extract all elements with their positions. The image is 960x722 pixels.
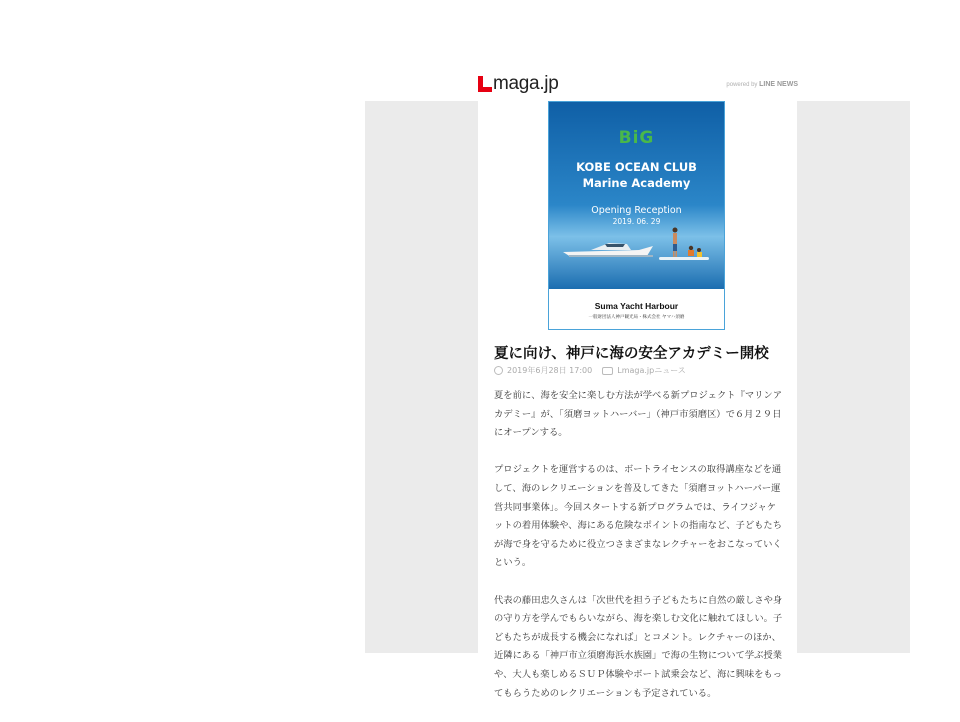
site-header [478,72,798,100]
paragraph: プロジェクトを運営するのは、ボートライセンスの取得講座などを通して、海のレクリエーションを普及してきた「須磨ヨットハーバー運営共同事業体」。今回スタートする新プログラムでは、ライフジャケットの着用体験や、海にある危険なポイントの指南など、子どもたちが海で身を守るために役立つさまざまなレクチャーをおこなっていくという。 [494,464,783,569]
powered-by-label [726,81,798,88]
article-source: Lmaga.jpニュース [617,366,686,375]
poster-title-line1: KOBE OCEAN CLUB [576,160,697,174]
big-logo: BiG [618,128,655,148]
poster-title-line2: Marine Academy [582,176,691,190]
sup-illustration [657,224,712,264]
poster-venue: Suma Yacht Harbour [594,301,679,311]
logo-text: maga.jp [493,73,559,94]
clock-icon [494,366,503,375]
line-news-label: LINE NEWS [759,81,798,88]
camera-icon [602,367,613,375]
poster-sea-photo [549,102,724,289]
poster-footer [549,289,724,329]
poster-date: 2019. 06. 29 [612,217,661,226]
article-body [494,387,784,722]
paragraph: 代表の藤田忠久さんは「次世代を担う子どもたちに自然の厳しさや身の守り方を学んでもらいながら、海を楽しむ文化に触れてほしい。子どもたちが成長する機会になれば」とコメント。レクチャーのほか、近隣にある「神戸市立須磨海浜水族園」で海の生物について学ぶ授業や、大人も楽しめるＳＵＰ体験やボート試乗会など、海に興味をもってもらうためのレクリエーションも予定されている。 [494,594,783,699]
poster-credit: 一般財団法人神戸観光局・株式会社 ヤマハ須磨 [588,315,685,320]
powered-by-text: powered by [726,82,758,88]
article-date: 2019年6月28日 17:00 [507,366,593,375]
article-card [478,101,797,699]
lmaga-l-mark-icon [478,76,492,92]
paragraph: 夏を前に、海を安全に楽しむ方法が学べる新プロジェクト『マリンアカデミー』が、「須磨ヨットハーバー」（神戸市須磨区）で６月２９日にオープンする。 [494,390,783,439]
article-meta [494,365,686,376]
article-image[interactable] [548,101,725,330]
lmaga-logo[interactable] [478,74,559,94]
poster-reception: Opening Reception [591,205,682,216]
content-background [365,101,910,699]
article-title: 夏に向け、神戸に海の安全アカデミー開校 [494,346,769,362]
boat-illustration [561,238,656,260]
